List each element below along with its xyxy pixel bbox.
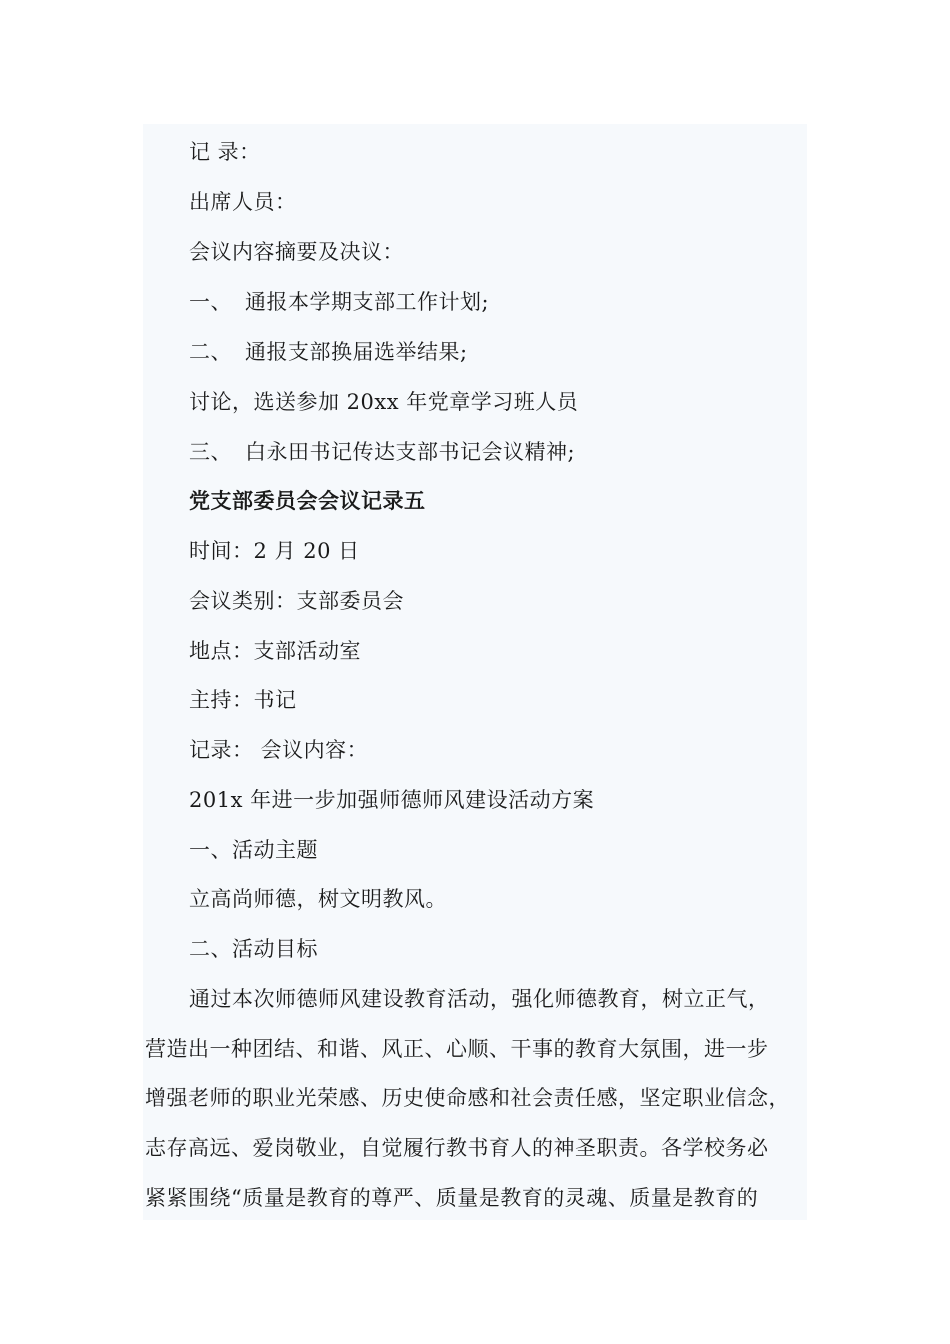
theme-text: 立高尚师德，树文明教风。 xyxy=(189,887,447,911)
record-label: 记 录： xyxy=(189,140,261,164)
meeting-time: 时间：2 月 20 日 xyxy=(189,539,360,563)
paragraph-line: 通过本次师德师风建设教育活动，强化师德教育，树立正气， xyxy=(189,987,770,1011)
plan-title: 201x 年进一步加强师德师风建设活动方案 xyxy=(189,788,595,812)
list-item xyxy=(189,438,575,466)
summary-label: 会议内容摘要及决议： xyxy=(189,240,404,264)
goal-heading: 二、活动目标 xyxy=(189,937,318,961)
paragraph-line: 营造出一种团结、和谐、风正、心顺、干事的教育大氛围，进一步 xyxy=(145,1037,769,1061)
meeting-category: 会议类别：支部委员会 xyxy=(189,589,404,613)
list-number: 三、 xyxy=(189,440,232,464)
list-text: 白永田书记传达支部书记会议精神; xyxy=(245,440,576,464)
list-item xyxy=(189,338,468,366)
theme-heading: 一、活动主题 xyxy=(189,838,318,862)
discussion-line: 讨论，选送参加 20xx 年党章学习班人员 xyxy=(189,390,579,414)
list-number: 一、 xyxy=(189,290,232,314)
meeting-host: 主持：书记 xyxy=(189,688,297,712)
paragraph-line: 志存高远、爱岗敬业，自觉履行教书育人的神圣职责。各学校务必 xyxy=(145,1136,769,1160)
list-item xyxy=(189,288,489,316)
paragraph-line: 紧紧围绕“质量是教育的尊严、质量是教育的灵魂、质量是教育的 xyxy=(145,1186,759,1210)
list-text: 通报支部换届选举结果; xyxy=(245,340,468,364)
meeting-place: 地点：支部活动室 xyxy=(189,639,361,663)
meeting-record: 记录： 会议内容： xyxy=(189,738,369,762)
list-text: 通报本学期支部工作计划; xyxy=(245,290,490,314)
section-heading: 党支部委员会会议记录五 xyxy=(189,488,426,513)
list-number: 二、 xyxy=(189,340,232,364)
paragraph-line: 增强老师的职业光荣感、历史使命感和社会责任感，坚定职业信念， xyxy=(145,1086,790,1110)
attendees-label: 出席人员： xyxy=(189,190,297,214)
